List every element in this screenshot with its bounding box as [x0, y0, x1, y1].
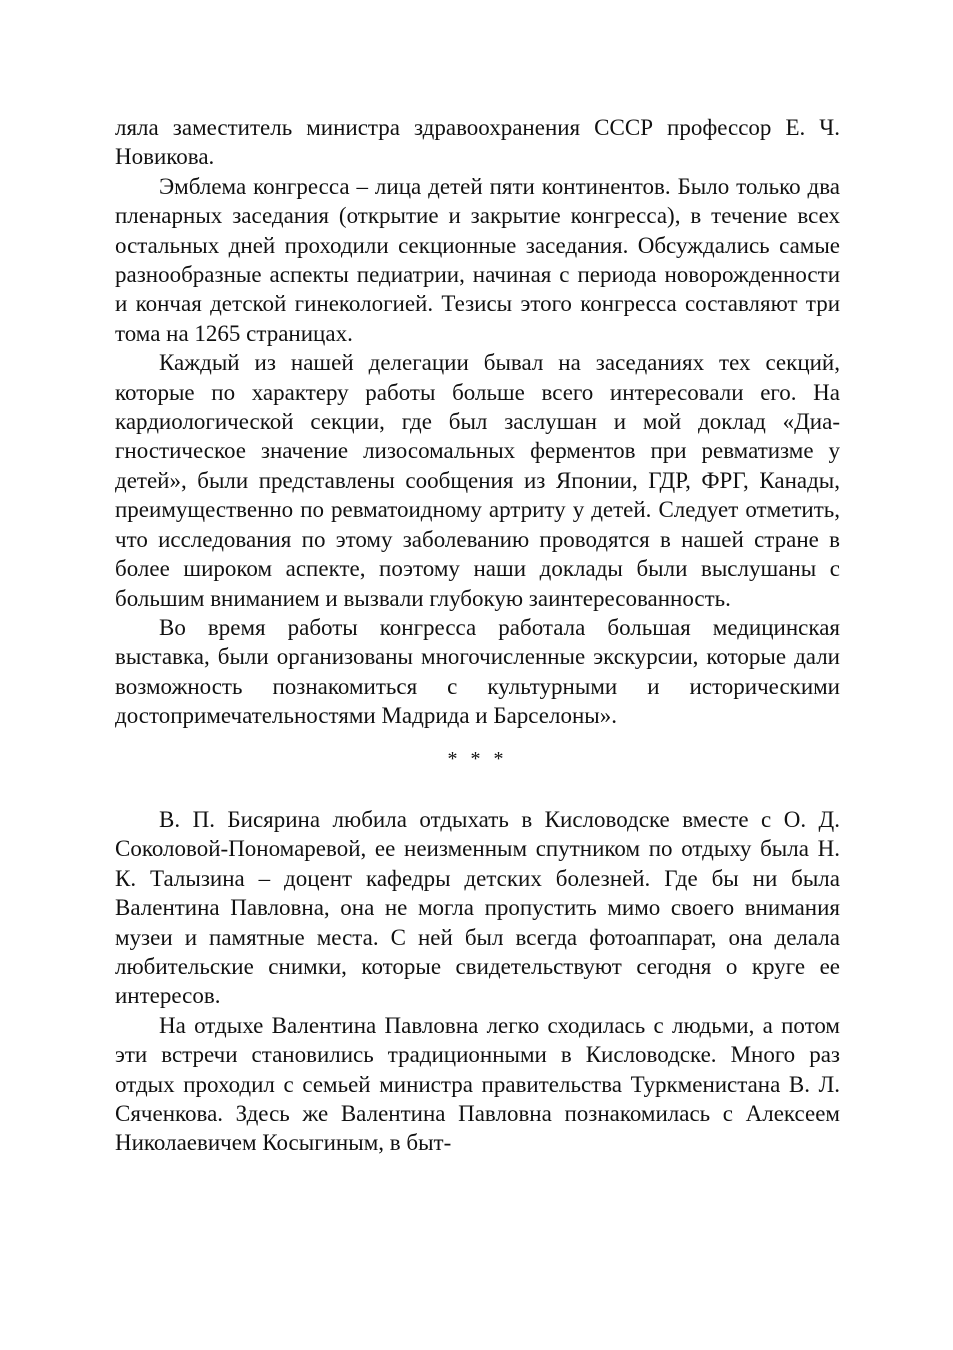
paragraph-acquaintances: На отдыхе Валентина Павловна легко сходилась с людьми, а потом эти встречи становились традиционными в Кисловодске. Много раз отдых проходил с семьей министра правительства Туркменистана В. Л. Сяченкова. Здесь же Валентина Павловна познакомилась с Алексеем Николаевичем Косыгиным, в быт-	[115, 1012, 840, 1156]
paragraph-kislovodsk-rest: В. П. Бисярина любила отдыхать в Кисловодске вместе с О. Д. Соколовой-Пономаревой, ее неизменным спутником по отдыху была Н. К. Талызина – доцент кафедры детских болезней. Где бы ни была Валентина Павловна, она не могла пропустить мимо своего внимания музеи и памятные места. С ней был всегда фотоаппарат, она делала любительские снимки, которые свидетельствуют сегодня о круге ее интересов.	[115, 806, 840, 1009]
section-separator: * * *	[447, 747, 508, 770]
paragraph-exhibition: Во время работы конгресса работала большая медицинская выставка, были организованы многочисленные экскурсии, которые дали возможность познакомиться с культурными и историческими достопримечательностями Мадрида и Барселоны».	[115, 614, 840, 729]
paragraph-continuation: ляла заместитель министра здравоохранения СССР профессор Е. Ч. Новикова.	[115, 115, 840, 170]
paragraph-congress-emblem: Эмблема конгресса – лица детей пяти континентов. Было только два пленарных заседания (открытие и закрытие конгресса), в течение всех остальных дней проходили секционные заседания. Обсуждались самые разнообразные аспекты педиатрии, начиная с периода новорожденности и кончая детской гинекологией. Тезисы этого конгресса составляют три тома на 1265 страницах.	[115, 173, 840, 346]
paragraph-delegation-sections: Каждый из нашей делегации бывал на заседаниях тех секций, которые по характеру работы больше всего интересовали его. На кардиологической секции, где был заслушан и мой доклад «Диагностическое значение лизосомальных ферментов при ревматизме у детей», были представлены сообщения из Японии, ГДР, ФРГ, Канады, преимущественно по ревматоидному артриту у детей. Следует отметить, что исследования по этому заболеванию проводятся в нашей стране в более широком аспекте, поэтому наши доклады были выслушаны с большим вниманием и вызвали глубокую заинтересованность.	[115, 350, 840, 611]
document-page	[115, 113, 840, 1158]
